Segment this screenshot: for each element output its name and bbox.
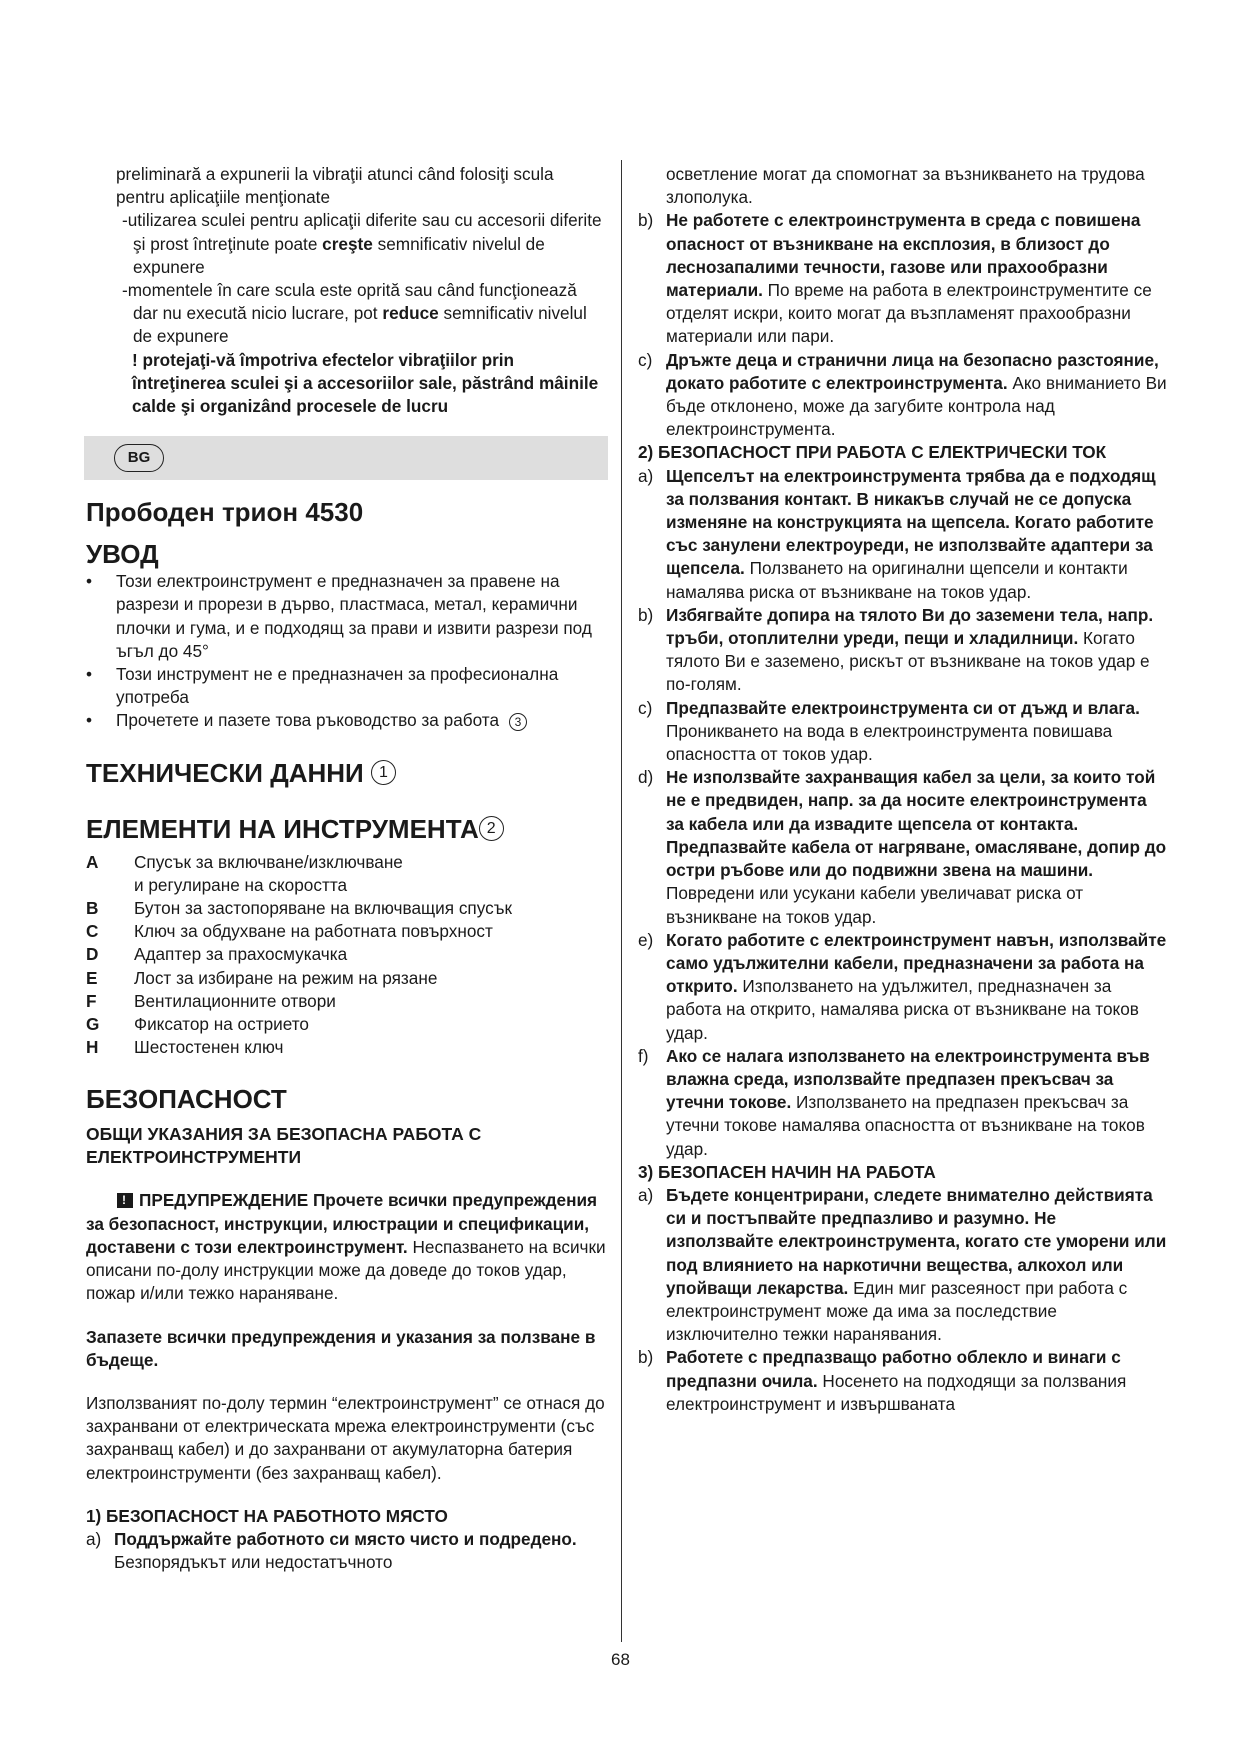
elements-heading [86,813,606,845]
section-3a [638,1184,1168,1346]
spacer [86,1169,606,1189]
bullet-dot: • [86,571,93,592]
elements-heading-text: ЕЛЕМЕНТИ НА ИНСТРУМЕНТА [86,813,479,844]
parts-key: C [86,921,99,942]
tech-data-heading [86,757,606,789]
section-1c-text: Ако вниманието Ви бъде отклонено, може да загубите контрола над електроинструмента. [666,372,1167,440]
term-definition: Използваният по-долу термин “електроинструмент” се отнася до захранвани от електрическата мрежа електроинструменти (със захранващ кабел) и до захранвани от акумулаторна батерия електроинструменти (без захранващ кабел). [86,1392,605,1483]
figure-ref-1: 1 [371,760,396,785]
parts-key: H [86,1037,99,1058]
save-instructions [86,1326,606,1372]
section-3a-text: Един миг разсеяност при работа с електроинструмент може да има за последствие изключително тежки наранявания. [666,1277,1128,1345]
spacer [86,1306,606,1326]
parts-row [86,967,606,990]
intro-bullet [86,570,606,663]
parts-list [86,851,606,1060]
language-badge: BG [114,444,164,472]
parts-label: Шестостенен ключ [134,1037,284,1058]
parts-row [86,920,606,943]
warning-triangle-icon [117,1193,133,1208]
section-2e-text: Използването на удължител, предназначен за работа на открито, намалява риска от възникване на токов удар. [666,976,1139,1043]
item-letter: b) [638,1347,654,1368]
safety-heading: БЕЗОПАСНОСТ [86,1084,287,1115]
figure-ref-3: 3 [509,713,527,731]
parts-label: Фиксатор на острието [134,1014,309,1035]
parts-label: Ключ за обдухване на работната повърхност [134,921,493,942]
parts-row [86,1036,606,1059]
section-1a-bold: Поддържайте работното си място чисто и подредено. [114,1528,577,1549]
parts-key: D [86,944,99,965]
romanian-item-1-pre: -utilizarea sculei pentru aplicaţii diferite sau cu accesorii diferite şi prost întreţinute poate [122,210,602,254]
parts-key: A [86,851,99,872]
item-letter: b) [638,210,654,231]
intro-bullet [86,709,606,732]
section-2b-text: Когато тялото Ви е заземено, рискът от възникване на токов удар е по-голям. [666,628,1150,695]
section-1c [638,349,1168,442]
parts-label: Лост за избиране на режим на рязане [134,967,438,988]
continued-text: осветление могат да спомогнат за възникването на трудова злополука. [666,164,1145,208]
romanian-final: ! protejaţi-vă împotriva efectelor vibraţiilor prin întreţinerea sculei şi a accesoriilor sale, păstrând mâinile calde şi organizând procesele de lucru [132,349,599,417]
intro-heading: УВОД [86,539,159,570]
parts-row [86,1013,606,1036]
section-1c-bold: Дръжте деца и странични лица на безопасно разстояние, докато работите с електроинструмента. [666,349,1159,393]
section-3-heading: 3) БЕЗОПАСЕН НАЧИН НА РАБОТА [638,1161,936,1182]
parts-row [86,943,606,966]
parts-key: B [86,898,99,919]
parts-row [86,874,606,897]
intro-bullet-text: Прочетете и пазете това ръководство за работа [116,710,500,731]
section-2d [638,766,1168,928]
spacer [86,1372,606,1392]
right-column [638,163,1168,1416]
item-letter: a) [86,1528,102,1549]
parts-label: Спусък за включване/изключване [134,851,403,872]
parts-row [86,897,606,920]
tech-data-heading-text: ТЕХНИЧЕСКИ ДАННИ [86,757,364,788]
section-3b [638,1346,1168,1416]
section-2e [638,929,1168,1045]
section-2c [638,697,1168,767]
section-2d-text: Повредени или усукани кабели увеличават риска от възникване на токов удар. [666,883,1084,927]
romanian-item-2-pre: -momentele în care scula este oprită sau când funcţionează dar nu execută nicio lucrare, pot [122,280,577,324]
parts-label: Бутон за застопоряване на включващия спусък [134,898,512,919]
section-2c-bold: Предпазвайте електроинструмента си от дъжд и влага. [666,697,1140,718]
warning-text: Неспазването на всички описани по-долу инструкции може да доведе до токов удар, пожар и/или тежко нараняване. [86,1236,606,1304]
section-3b-bold: Работете с предпазващо работно облекло и винаги с предпазни очила. [666,1347,1121,1391]
romanian-item-2 [86,279,606,349]
section-2c-text: Проникването на вода в електроинструмента повишава опасността от токов удар. [666,720,1113,765]
section-2d-bold: Не използвайте захранващия кабел за цели, за които той не е предвиден, напр. за да носите електроинструмента за кабела или да извадите щепсела от контакта. Предпазвайте кабела от нагряване, омасляване, допир до остри ръбове или до подвижни звена на машини. [666,767,1167,881]
spacer [86,1485,606,1505]
warning-bold: ПРЕДУПРЕЖДЕНИЕ Прочете всички предупреждения за безопасност, инструкции, илюстрации и спецификации, доставени с този електроинструмент. [86,1190,598,1257]
bullet-dot: • [86,664,93,685]
item-letter: c) [638,697,653,718]
page-title: Прободен трион 4530 [86,497,364,528]
section-3a-bold: Бъдете концентрирани, следете внимателно действията си и постъпвайте предпазливо и разумно. Не използвайте електроинструмента, когато сте уморени или под влиянието на наркотични вещества, алкохол или упойващи лекарства. [666,1184,1167,1298]
item-letter: a) [638,1184,654,1205]
page-number: 68 [611,1650,630,1669]
section-2f-text: Използването на предпазен прекъсвач за утечни токове намалява опасността от възникване на токов удар. [666,1092,1145,1159]
section-2a [638,465,1168,604]
parts-label: и регулиране на скоростта [134,874,348,895]
intro-bullet-text: Този електроинструмент е предназначен за правене на разрези и прорези в дърво, пластмаса, метал, керамични плочки и гума, и е подходящ за прави и извити разрези под ъгъл до 45° [116,571,592,661]
romanian-intro: preliminară a expunerii la vibraţii atunci când folosiţi scula pentru aplicaţiile menţionate [116,164,554,208]
bullet-dot: • [86,710,93,731]
section-2-heading: 2) БЕЗОПАСНОСТ ПРИ РАБОТА С ЕЛЕКТРИЧЕСКИ ТОК [638,442,1107,463]
parts-key: F [86,990,97,1011]
parts-key: G [86,1014,100,1035]
item-letter: c) [638,349,653,370]
column-divider [621,160,622,1642]
parts-row [86,851,606,874]
section-1a-text: Безпорядъкът или недостатъчното [114,1552,393,1573]
safety-subheading: ОБЩИ УКАЗАНИЯ ЗА БЕЗОПАСНА РАБОТА С ЕЛЕКТРОИНСТРУМЕНТИ [86,1124,482,1168]
item-letter: f) [638,1045,649,1066]
parts-row [86,990,606,1013]
section-1b [638,209,1168,348]
section-2f-bold: Ако се налага използването на електроинструмента във влажна среда, използвайте предпазен прекъсвач за утечни токове. [666,1045,1150,1113]
item-letter: e) [638,929,654,950]
figure-ref-2: 2 [479,816,504,841]
section-2b [638,604,1168,697]
item-letter: d) [638,767,654,788]
item-letter: b) [638,604,654,625]
item-letter: a) [638,465,654,486]
section-2a-text: Ползването на оригинални щепсели и контакти намалява риска от възникване на токов удар. [666,558,1128,602]
section-1b-text: По време на работа в електроинструментите се отделят искри, които могат да възпламенят прахообразни материали или пари. [666,280,1152,347]
section-1-heading: 1) БЕЗОПАСНОСТ НА РАБОТНОТО МЯСТО [86,1505,448,1526]
romanian-item-1 [86,209,606,279]
left-column [86,163,606,1574]
parts-label: Вентилационните отвори [134,990,336,1011]
warning-paragraph [86,1189,606,1305]
romanian-item-2-bold: reduce [382,303,439,324]
section-2e-bold: Когато работите с електроинструмент навън, използвайте само удължителни кабели, предназначени за работа на открито. [666,929,1167,997]
section-1a [86,1528,606,1574]
parts-key [86,874,134,897]
section-2f [638,1045,1168,1161]
section-1b-bold: Не работете с електроинструмента в среда с повишена опасност от възникване на експлозия, в близост до леснозапалими течности, газове или прахообразни материали. [666,210,1141,301]
intro-bullet [86,663,606,709]
intro-bullet-text: Този инструмент не е предназначен за професионална употреба [116,664,559,708]
section-3b-text: Носенето на подходящи за ползвания електроинструмент и извършваната [666,1370,1127,1414]
language-bar [84,436,608,480]
romanian-item-2-post: semnificativ nivelul de expunere [133,303,587,347]
save-instructions-text: Запазете всички предупреждения и указания за ползване в бъдеще. [86,1326,596,1370]
section-2a-bold: Щепселът на електроинструмента трябва да е подходящ за ползвания контакт. В никакъв случай не се допуска изменяне на конструкцията на щепсела. Когато работите със занулени електроуреди, не използвайте адаптери за щепсела. [666,465,1156,579]
parts-label: Адаптер за прахосмукачка [134,944,348,965]
section-2b-bold: Избягвайте допира на тялото Ви до заземени тела, напр. тръби, отоплителни уреди, пещи и хладилници. [666,604,1154,649]
parts-key: E [86,967,98,988]
romanian-item-1-bold: creşte [322,233,373,254]
romanian-item-1-post: semnificativ nivelul de expunere [133,233,545,277]
